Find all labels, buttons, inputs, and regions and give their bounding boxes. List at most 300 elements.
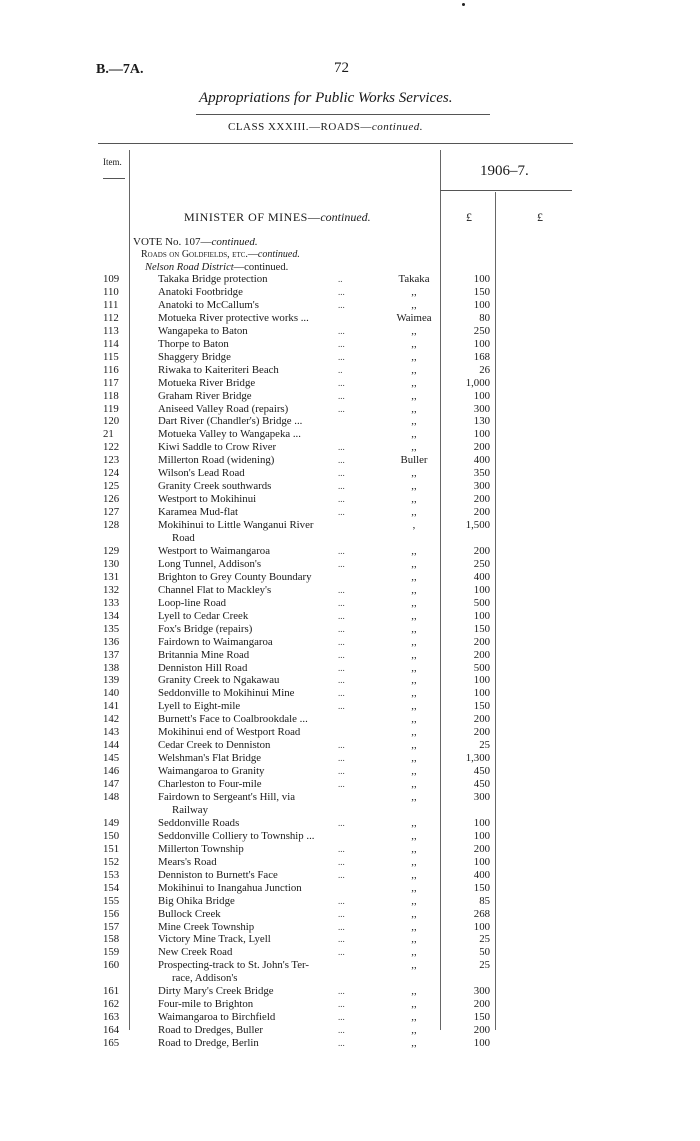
road-district: ,, [411,881,417,894]
item-number: 164 [103,1024,120,1037]
item-number: 165 [103,1037,120,1050]
leader-dots: ... [338,869,345,880]
table-row [0,933,700,946]
amount-value: 1,500 [465,519,490,532]
amount-value: 100 [473,920,490,933]
leader-dots: ... [338,403,345,414]
item-number: 133 [103,596,120,609]
leader-dots: ... [338,299,345,310]
road-district: ,, [411,389,417,402]
road-district: ,, [411,829,417,842]
item-description: Seddonville Roads [158,816,240,829]
road-district: ,, [411,337,417,350]
road-district: ,, [411,285,417,298]
item-description: Motueka Valley to Wangapeka ... [158,428,301,441]
item-number: 149 [103,816,120,829]
item-number: 153 [103,868,120,881]
minister-heading [184,210,371,225]
amount-value: 350 [473,467,490,480]
table-row [0,325,700,338]
item-number: 122 [103,441,120,454]
road-district: , [412,519,416,532]
table-row [0,998,700,1011]
table-row [0,959,700,972]
item-number: 158 [103,933,120,946]
item-description: Mokihinui to Inangahua Junction [158,881,302,894]
leader-dots: ... [338,740,345,751]
item-number: 160 [103,959,120,972]
leader-dots: ... [338,921,345,932]
item-number: 112 [103,311,119,324]
item-number: 138 [103,661,120,674]
item-description: Channel Flat to Mackley's [158,583,272,596]
page-title: Appropriations for Public Works Services. [199,90,453,106]
table-row [0,882,700,895]
item-description: Millerton Road (widening) [158,454,275,467]
item-number: 157 [103,920,120,933]
amount-value: 100 [473,1037,490,1050]
table-row [0,299,700,312]
leader-dots: ... [338,908,345,919]
table-row [0,519,700,532]
amount-value: 100 [473,583,490,596]
item-description: Granity Creek southwards [158,480,272,493]
leader-dots: ... [338,623,345,634]
table-row [0,584,700,597]
item-number: 145 [103,752,120,765]
item-description: Long Tunnel, Addison's [158,557,262,570]
item-description: Four-mile to Brighton [158,998,254,1011]
table-row [0,597,700,610]
item-number: 140 [103,687,120,700]
road-district: ,, [411,1037,417,1050]
item-description: Fairdown to Waimangaroa [158,635,273,648]
title-rule [196,114,490,115]
item-description: Big Ohika Bridge [158,894,235,907]
road-district: ,, [411,557,417,570]
leader-dots: ... [338,481,345,492]
leader-dots: ... [338,610,345,621]
leader-dots: ... [338,779,345,790]
item-number: 110 [103,285,119,298]
item-description: Graham River Bridge [158,389,252,402]
table-row [0,623,700,636]
table-row [0,338,700,351]
amount-value: 450 [473,765,490,778]
table-row [0,713,700,726]
table-top-rule [98,143,573,144]
road-district: ,, [411,752,417,765]
item-description: Waimangaroa to Birchfield [158,1011,276,1024]
road-district: ,, [411,946,417,959]
table-row [0,312,700,325]
item-number: 154 [103,881,120,894]
pound-symbol-col2: £ [537,210,543,224]
item-number: 141 [103,700,120,713]
leader-dots: ... [338,325,345,336]
table-row [0,726,700,739]
amount-value: 300 [473,402,490,415]
leader-dots: ... [338,856,345,867]
leader-dots: ... [338,1012,345,1023]
item-description: Welshman's Flat Bridge [158,752,262,765]
amount-value: 300 [473,791,490,803]
amount-value: 130 [473,415,490,428]
amount-value: 100 [473,428,490,441]
table-row [0,377,700,390]
amount-value: 300 [473,985,490,998]
vote-heading-suffix: continued. [211,236,258,248]
roads-subheading [141,249,300,260]
leader-dots: ... [338,468,345,479]
table-row [0,273,700,286]
leader-dots: ... [338,545,345,556]
amount-value: 200 [473,506,490,519]
item-number: 163 [103,1011,120,1024]
document-reference: B.—7A. [96,62,144,77]
amount-value: 250 [473,324,490,337]
item-description: Denniston to Burnett's Face [158,868,278,881]
table-row [0,415,700,428]
class-heading [228,121,423,133]
road-district: ,, [411,1011,417,1024]
item-description: Westport to Mokihinui [158,493,257,506]
amount-value: 100 [473,829,490,842]
item-description: Kiwi Saddle to Crow River [158,441,277,454]
roads-subheading-prefix: Roads on Goldfields, etc.— [141,249,258,260]
minister-heading-suffix: continued. [320,210,371,224]
item-number: 117 [103,376,119,389]
road-district: ,, [411,648,417,661]
table-row [0,649,700,662]
amount-value: 150 [473,285,490,298]
item-number: 142 [103,713,120,726]
item-description: Anatoki to McCallum's [158,298,259,311]
table-row [0,856,700,869]
leader-dots: ... [338,455,345,466]
class-heading-prefix: CLASS XXXIII.—ROADS— [228,121,372,133]
item-number: 120 [103,415,120,428]
leader-dots: ... [338,753,345,764]
leader-dots: ... [338,377,345,388]
road-district: Takaka [398,273,430,285]
road-district: ,, [411,816,417,829]
table-row [0,985,700,998]
amount-value: 250 [473,557,490,570]
road-district: ,, [411,661,417,674]
amount-value: 100 [473,298,490,311]
leader-dots: ... [338,895,345,906]
table-row [0,1011,700,1024]
item-number: 113 [103,324,119,337]
amount-value: 100 [473,855,490,868]
item-number: 109 [103,273,120,285]
item-description: Westport to Waimangaroa [158,544,270,557]
road-district: ,, [411,583,417,596]
item-number: 135 [103,622,120,635]
table-row [0,558,700,571]
leader-dots: .. [338,274,343,284]
table-row [0,830,700,843]
road-district: ,, [411,920,417,933]
item-description: Anatoki Footbridge [158,285,243,298]
amount-value: 150 [473,1011,490,1024]
item-header-rule [103,178,125,179]
leader-dots: ... [338,494,345,505]
item-description-continuation: race, Addison's [172,972,238,985]
item-description: Thorpe to Baton [158,337,229,350]
amount-value: 26 [479,363,490,376]
amount-value: 200 [473,648,490,661]
year-header-rule [440,190,572,191]
item-description: Mokihinui end of Westport Road [158,726,301,739]
table-row [0,791,700,804]
table-row [0,662,700,675]
table-row [0,545,700,558]
table-row [0,895,700,908]
item-description: Charleston to Four-mile [158,778,262,791]
vote-heading-prefix: VOTE No. 107— [133,236,212,248]
road-district: ,, [411,998,417,1011]
leader-dots: ... [338,286,345,297]
amount-value: 400 [473,454,490,467]
road-district: ,, [411,842,417,855]
item-description: Britannia Mine Road [158,648,250,661]
road-district: ,, [411,778,417,791]
road-district: ,, [411,570,417,583]
table-row [0,1024,700,1037]
amount-value: 200 [473,544,490,557]
table-row [0,493,700,506]
table-row [0,454,700,467]
leader-dots: ... [338,338,345,349]
road-district: ,, [411,713,417,726]
table-row [0,739,700,752]
table-row [0,674,700,687]
amount-value: 25 [479,959,490,972]
amount-value: 200 [473,1024,490,1037]
item-number: 136 [103,635,120,648]
item-number: 156 [103,907,120,920]
leader-dots: ... [338,766,345,777]
item-number: 119 [103,402,119,415]
table-row [0,700,700,713]
item-number: 134 [103,609,120,622]
road-district: ,, [411,544,417,557]
item-number: 129 [103,544,120,557]
item-description: Mears's Road [158,855,217,868]
amount-value: 100 [473,674,490,687]
road-district: ,, [411,868,417,881]
road-district: ,, [411,894,417,907]
table-row [0,506,700,519]
road-district: ,, [411,959,417,972]
roads-subheading-suffix: continued. [257,249,300,260]
item-description: Motueka River protective works ... [158,311,309,324]
item-number: 124 [103,467,120,480]
road-district: ,, [411,791,417,803]
table-row [0,571,700,584]
item-description: Mokihinui to Little Wanganui River [158,519,314,532]
amount-value: 85 [479,894,490,907]
amount-value: 100 [473,687,490,700]
table-row [0,869,700,882]
amount-value: 200 [473,493,490,506]
road-district: ,, [411,726,417,739]
item-description: Loop-line Road [158,596,227,609]
item-description: Burnett's Face to Coalbrookdale ... [158,713,308,726]
table-row [0,351,700,364]
table-row [0,921,700,934]
road-district: ,, [411,907,417,920]
amount-value: 25 [479,739,490,752]
leader-dots: ... [338,507,345,518]
item-description: Granity Creek to Ngakawau [158,674,280,687]
item-description: Motueka River Bridge [158,376,256,389]
item-number: 111 [103,298,119,311]
item-number: 115 [103,350,119,363]
table-row [0,908,700,921]
item-number: 132 [103,583,120,596]
district-subheading [145,262,288,273]
road-district: ,, [411,467,417,480]
road-district: ,, [411,1024,417,1037]
item-description: Millerton Township [158,842,244,855]
amount-value: 50 [479,946,490,959]
item-number: 161 [103,985,120,998]
road-district: ,, [411,674,417,687]
item-number: 151 [103,842,120,855]
table-row [0,610,700,623]
table-row [0,752,700,765]
amount-value: 25 [479,933,490,946]
road-district: ,, [411,506,417,519]
amount-value: 450 [473,778,490,791]
item-description: New Creek Road [158,946,233,959]
road-district: ,, [411,402,417,415]
leader-dots: ... [338,999,345,1010]
road-district: ,, [411,363,417,376]
item-description: Road to Dredges, Buller [158,1024,263,1037]
item-description: Waimangaroa to Granity [158,765,265,778]
leader-dots: ... [338,947,345,958]
road-district: ,, [411,622,417,635]
amount-value: 400 [473,570,490,583]
item-description: Cedar Creek to Denniston [158,739,271,752]
road-district: Waimea [396,311,432,324]
leader-dots: ... [338,934,345,945]
item-number: 123 [103,454,120,467]
leader-dots: ... [338,636,345,647]
item-description: Seddonville to Mokihinui Mine [158,687,295,700]
amount-value: 80 [479,311,490,324]
leader-dots: ... [338,442,345,453]
road-district: ,, [411,428,417,441]
amount-value: 150 [473,700,490,713]
item-description: Aniseed Valley Road (repairs) [158,402,289,415]
item-number: 155 [103,894,120,907]
table-row [0,687,700,700]
road-district: ,, [411,441,417,454]
table-row [0,778,700,791]
table-row [0,480,700,493]
road-district: ,, [411,324,417,337]
road-district: ,, [411,480,417,493]
item-number: 146 [103,765,120,778]
item-number: 114 [103,337,119,350]
item-description: Road to Dredge, Berlin [158,1037,259,1050]
amount-value: 200 [473,842,490,855]
amount-value: 200 [473,441,490,454]
amount-value: 200 [473,713,490,726]
amount-value: 1,000 [465,376,490,389]
table-row [0,428,700,441]
amount-value: 500 [473,596,490,609]
road-district: ,, [411,376,417,389]
item-number: 116 [103,363,119,376]
item-description: Seddonville Colliery to Township ... [158,829,315,842]
item-description-continuation: Road [172,532,195,544]
minister-heading-prefix: MINISTER OF MINES— [184,210,321,224]
leader-dots: ... [338,558,345,569]
table-row [0,390,700,403]
item-description: Dirty Mary's Creek Bridge [158,985,274,998]
item-number: 125 [103,480,120,493]
item-description: Mine Creek Township [158,920,255,933]
leader-dots: ... [338,701,345,712]
amount-value: 150 [473,622,490,635]
item-description: Fox's Bridge (repairs) [158,622,253,635]
leader-dots: ... [338,649,345,660]
pound-symbol-col1: £ [466,210,472,224]
road-district: ,, [411,415,417,428]
table-row [0,946,700,959]
road-district: ,, [411,687,417,700]
road-district: ,, [411,739,417,752]
item-description: Fairdown to Sergeant's Hill, via [158,791,295,803]
item-number: 139 [103,674,120,687]
leader-dots: ... [338,584,345,595]
item-number: 148 [103,791,120,803]
item-number: 159 [103,946,120,959]
table-row [0,817,700,830]
item-number: 131 [103,570,120,583]
item-description: Wangapeka to Baton [158,324,248,337]
item-description: Brighton to Grey County Boundary [158,570,312,583]
item-description: Dart River (Chandler's) Bridge ... [158,415,303,428]
item-description: Wilson's Lead Road [158,467,245,480]
road-district: ,, [411,350,417,363]
amount-value: 150 [473,881,490,894]
table-row [0,403,700,416]
amount-value: 100 [473,816,490,829]
leader-dots: ... [338,1025,345,1036]
item-number: 128 [103,519,120,532]
item-description: Shaggery Bridge [158,350,231,363]
leader-dots: ... [338,351,345,362]
item-description: Bullock Creek [158,907,221,920]
table-row [0,467,700,480]
table-row [0,636,700,649]
item-description: Lyell to Eight-mile [158,700,241,713]
item-number: 127 [103,506,120,519]
item-description-continuation: Railway [172,803,208,816]
item-number: 137 [103,648,120,661]
leader-dots: ... [338,843,345,854]
item-description: Lyell to Cedar Creek [158,609,249,622]
amount-value: 500 [473,661,490,674]
road-district: ,, [411,700,417,713]
